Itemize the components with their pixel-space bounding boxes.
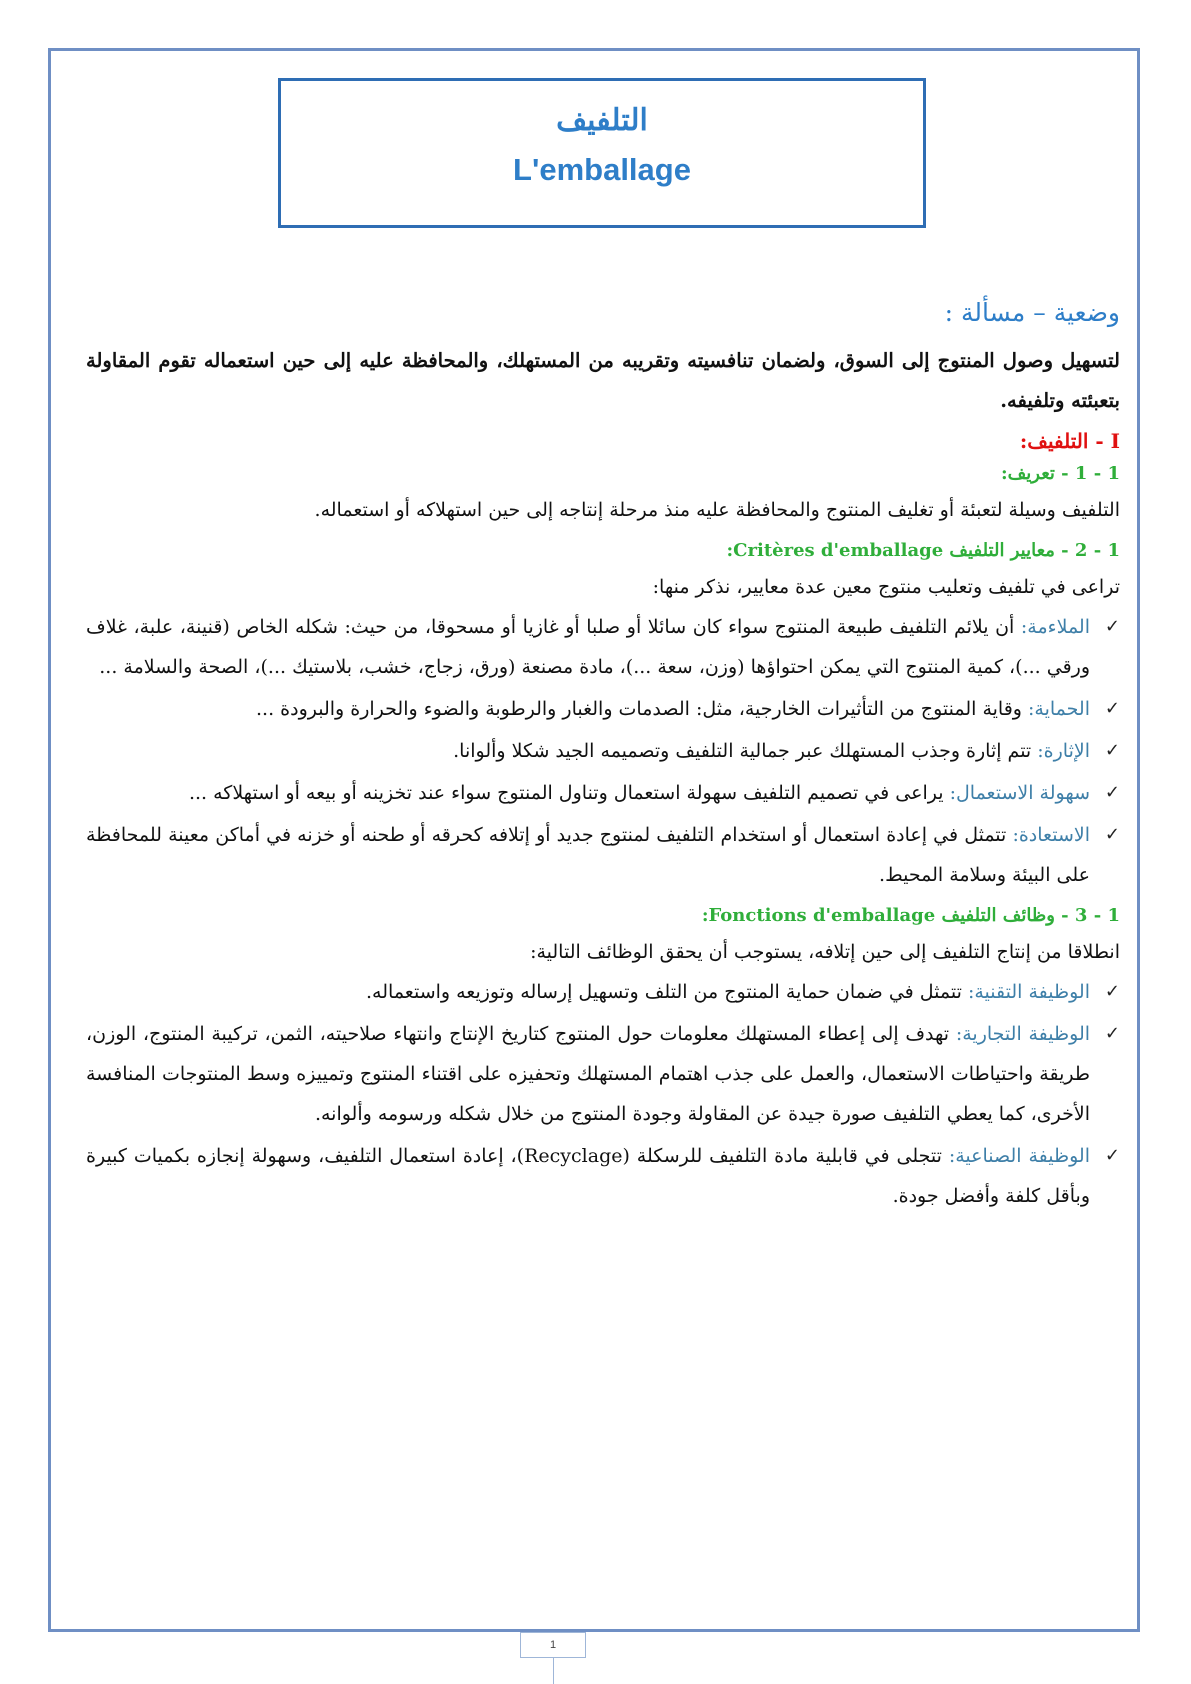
item-term: الملاءمة: — [1020, 616, 1090, 638]
item-text: تتجلى في قابلية مادة التلفيف للرسكلة (Recyclage)، إعادة استعمال التلفيف، وسهولة إنجازه بكميات كبيرة وبأقل كلفة وأفضل جودة. — [86, 1145, 1090, 1207]
item-text: أن يلائم التلفيف طبيعة المنتوج سواء كان سائلا أو صلبا أو غازيا أو مسحوقا، من حيث: شكله الخاص (قنينة، علبة، غلاف ورقي ...)، كمية المنتوج التي يمكن احتواؤها (وزن، سعة ...)، مادة مصنعة (ورق، زجاج، خشب، بلاستيك ...)، الصحة والسلامة ... — [86, 616, 1090, 678]
criteria-list — [86, 607, 1120, 895]
functions-list — [86, 972, 1120, 1216]
check-icon: ✓ — [1104, 1145, 1120, 1166]
item-term: الاستعادة: — [1012, 824, 1090, 846]
check-icon: ✓ — [1104, 782, 1120, 803]
list-item — [86, 972, 1120, 1012]
title-arabic: التلفيف — [556, 103, 648, 138]
list-item — [86, 773, 1120, 813]
title-box — [278, 78, 926, 228]
item-text: تتم إثارة وجذب المستهلك عبر جمالية التلفيف وتصميمه الجيد شكلا وألوانا. — [453, 740, 1038, 762]
check-icon: ✓ — [1104, 698, 1120, 719]
list-item — [86, 689, 1120, 729]
criteria-intro: تراعى في تلفيف وتعليب منتوج معين عدة معايير، نذكر منها: — [652, 576, 1120, 598]
check-icon: ✓ — [1104, 981, 1120, 1002]
check-icon: ✓ — [1104, 616, 1120, 637]
criteria-heading: 1 - 2 - معايير التلفيف Critères d'emballage: — [726, 540, 1120, 561]
check-icon: ✓ — [1104, 1023, 1120, 1044]
list-item — [86, 1136, 1120, 1216]
item-text: وقاية المنتوج من التأثيرات الخارجية، مثل: الصدمات والغبار والرطوبة والضوء والحرارة والبرودة ... — [256, 698, 1029, 720]
item-text: يراعى في تصميم التلفيف سهولة استعمال وتناول المنتوج سواء عند تخزينه أو بيعه أو استهلاكه ... — [188, 782, 950, 804]
item-text: تهدف إلى إعطاء المستهلك معلومات حول المنتوج كتاريخ الإنتاج وانتهاء صلاحيته، الثمن، تركيبة المنتوج، الوزن، طريقة واحتياطات الاستعمال، والعمل على جذب اهتمام المستهلك وتحفيزه على اقتناء المنتوج وتمييزه وسط المنتوجات المنافسة الأخرى، كما يعطي التلفيف صورة جيدة عن المقاولة وجودة المنتوج من خلال شكله ورسومه وألوانه. — [86, 1023, 1090, 1125]
list-item — [86, 815, 1120, 895]
intro-paragraph: لتسهيل وصول المنتوج إلى السوق، ولضمان تنافسيته وتقريبه من المستهلك، والمحافظة عليه إلى حين استعماله تقوم المقاولة بتعبئته وتلفيفه. — [86, 349, 1120, 412]
item-term: الإثارة: — [1037, 740, 1090, 762]
item-term: الوظيفة التقنية: — [967, 981, 1090, 1003]
check-icon: ✓ — [1104, 740, 1120, 761]
item-term: سهولة الاستعمال: — [949, 782, 1090, 804]
definition-text: التلفيف وسيلة لتعبئة أو تغليف المنتوج والمحافظة عليه منذ مرحلة إنتاجه إلى حين استهلاكه أو استعماله. — [314, 499, 1120, 521]
document-body — [86, 298, 1120, 1218]
situation-heading: وضعية – مسألة : — [944, 298, 1120, 327]
functions-heading: 1 - 3 - وظائف التلفيف Fonctions d'emballage: — [701, 905, 1120, 926]
item-term: الوظيفة التجارية: — [955, 1023, 1091, 1045]
functions-intro: انطلاقا من إنتاج التلفيف إلى حين إتلافه، يستوجب أن يحقق الوظائف التالية: — [530, 941, 1120, 963]
item-term: الحماية: — [1028, 698, 1090, 720]
check-icon: ✓ — [1104, 824, 1120, 845]
list-item — [86, 607, 1120, 687]
list-item — [86, 1014, 1120, 1134]
item-text: تتمثل في ضمان حماية المنتوج من التلف وتسهيل إرساله وتوزيعه واستعماله. — [366, 981, 968, 1003]
definition-heading: 1 - 1 - تعريف: — [1001, 463, 1120, 484]
item-text: تتمثل في إعادة استعمال أو استخدام التلفيف لمنتوج جديد أو إتلافه كحرقه أو طحنه أو خزنه في أماكن معينة للمحافظة على البيئة وسلامة المحيط. — [86, 824, 1090, 886]
page-number: 1 — [520, 1632, 586, 1658]
title-french: L'emballage — [513, 152, 691, 187]
item-term: الوظيفة الصناعية: — [948, 1145, 1090, 1167]
section-title-packaging: I - التلفيف: — [1019, 429, 1120, 453]
list-item — [86, 731, 1120, 771]
page-number-divider — [553, 1658, 554, 1684]
